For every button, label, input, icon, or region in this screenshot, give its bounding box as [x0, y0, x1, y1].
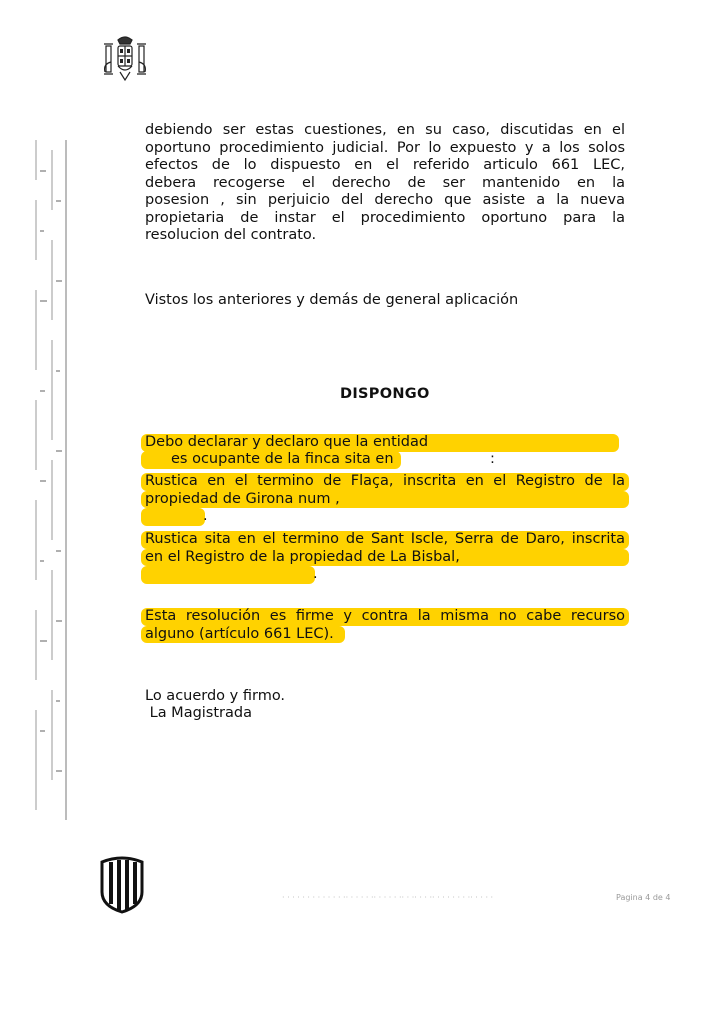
finca-sant-iscle-block [141, 531, 629, 584]
finca-sant-iscle-line-1: Rustica sita en el termino de Sant Iscle, Serra de Daro, inscrita [141, 531, 629, 549]
firmeza-block [141, 608, 629, 643]
text-line: propietaria de instar el procedimiento oportuno para la [145, 209, 625, 226]
text-line: posesion , sin perjuicio del derecho que asiste a la nueva [145, 192, 625, 208]
firmeza-line-2: alguno (artículo 661 LEC). [141, 626, 345, 644]
firmeza-line-1: Esta resolución es firme y contra la misma no cabe recurso [141, 608, 629, 626]
finca-flaca-line-1: Rustica en el termino de Flaça, inscrita en el Registro de la [141, 473, 629, 491]
declaration-line-2: es ocupante de la finca sita en [141, 451, 401, 469]
closing-line-1: Lo acuerdo y firmo. [145, 688, 286, 704]
page-number: Pagina 4 de 4 [616, 893, 671, 902]
finca-flaca-line-2: propiedad de Girona num , [141, 491, 629, 509]
text-line: resolucion del contrato. [145, 227, 317, 243]
text-line: efectos de lo dispuesto en el referido articulo 661 LEC, [145, 157, 625, 173]
finca-flaca-period: . [203, 508, 208, 524]
finca-flaca-redacted [141, 508, 208, 526]
text-line: oportuno procedimiento judicial. Por lo expuesto y a los solos [145, 139, 625, 156]
dispongo-heading: DISPONGO [340, 386, 430, 402]
margin-security-strip [26, 140, 72, 820]
vistos-text: Vistos los anteriores y demás de general aplicación [145, 292, 519, 308]
declaration-line-2-block [141, 451, 401, 469]
footer-verification-text: · · · · · · · · · · · · ·· · · · · ·· · · · · ·· · ·· · · ·· · · · · · · ·· · · · · [282, 893, 494, 902]
text-line: debera recogerse el derecho de ser mantenido en la [145, 174, 625, 191]
finca-sant-iscle-period: . [313, 566, 318, 582]
closing-line-2: La Magistrada [145, 705, 252, 721]
text-line: debiendo ser estas cuestiones, en su caso, discutidas en el [145, 122, 625, 138]
generalitat-seal-icon [98, 856, 146, 914]
finca-flaca-block [141, 473, 629, 526]
declaration-line-1: Debo declarar y declaro que la entidad [141, 434, 619, 452]
declaration-colon: : [490, 451, 495, 467]
declaration-block [141, 434, 629, 452]
finca-sant-iscle-redacted [141, 566, 318, 584]
spanish-coat-of-arms-icon [98, 32, 152, 86]
paragraph-cuestiones [145, 122, 625, 245]
finca-sant-iscle-line-2: en el Registro de la propiedad de La Bisbal, [141, 549, 629, 567]
